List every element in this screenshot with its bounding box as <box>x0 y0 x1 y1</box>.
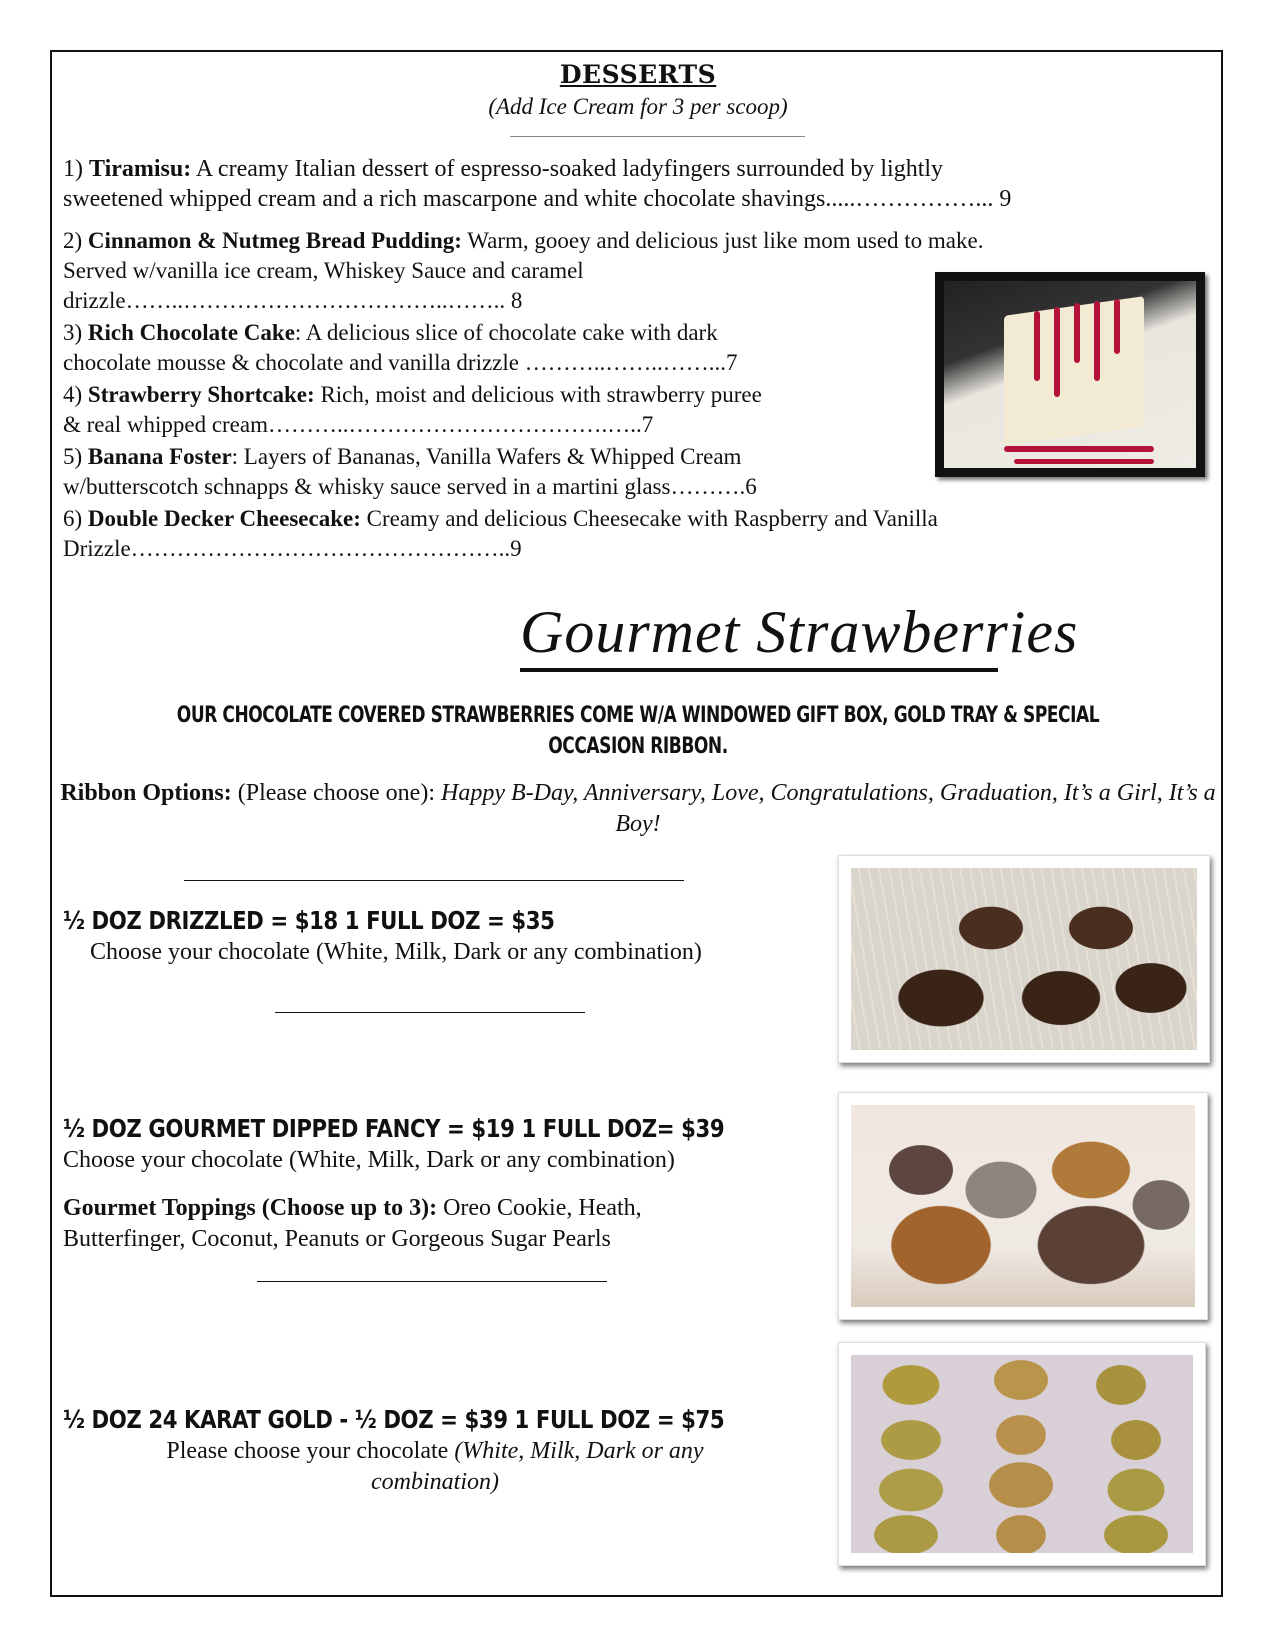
item-name: Banana Foster <box>87 444 232 469</box>
item-description: : Layers of Bananas, Vanilla Wafers & Whipped Cream <box>231 444 742 469</box>
item-number: 3) <box>63 320 83 345</box>
item-name: Cinnamon & Nutmeg Bread Pudding: <box>87 228 462 253</box>
gold-price-line: ½ DOZ 24 KARAT GOLD - ½ DOZ = $39 1 FULL DOZ = $75 <box>63 1405 725 1434</box>
dessert-item-tiramisu <box>63 154 1193 214</box>
item-description: Creamy and delicious Cheesecake with Raspberry and Vanilla <box>360 506 938 531</box>
desserts-subtitle: (Add Ice Cream for 3 per scoop) <box>488 94 788 119</box>
gourmet-dipped-strawberries-photo <box>838 1092 1208 1320</box>
divider <box>257 1281 607 1282</box>
ribbon-options <box>60 778 1216 840</box>
drizzled-chocolate-choice: Choose your chocolate (White, Milk, Dark or any combination) <box>90 939 702 965</box>
gift-box-promo: OUR CHOCOLATE COVERED STRAWBERRIES COME W/A WINDOWED GIFT BOX, GOLD TRAY & SPECIAL OCCASION RIBBON. <box>176 703 1100 759</box>
item-number: 2) <box>63 228 83 253</box>
item-name: Double Decker Cheesecake: <box>87 506 361 531</box>
ribbon-options-list: Happy B-Day, Anniversary, Love, Congratulations, Graduation, It’s a Girl, It’s a Boy! <box>441 780 1216 837</box>
item-description: Served w/vanilla ice cream, Whiskey Sauce and caramel <box>63 258 584 283</box>
chocolate-choice-text: Please choose your chocolate <box>166 1438 455 1464</box>
ribbon-options-label: Ribbon Options: <box>60 780 232 806</box>
item-description-price: Drizzle…………………………………………..9 <box>63 536 522 561</box>
divider <box>510 136 805 137</box>
item-description: : A delicious slice of chocolate cake with dark <box>294 320 718 345</box>
gold-chocolate-choice <box>130 1436 740 1498</box>
cheesecake-photo <box>935 272 1205 477</box>
item-number: 1) <box>63 156 83 182</box>
divider <box>184 880 684 881</box>
gourmet-dipped-chocolate-choice: Choose your chocolate (White, Milk, Dark or any combination) <box>63 1147 675 1173</box>
gold-strawberries-photo <box>838 1342 1206 1566</box>
item-description-price: drizzle……..……………………………..…….. 8 <box>63 288 523 313</box>
item-number: 4) <box>63 382 83 407</box>
item-number: 6) <box>63 506 83 531</box>
item-description-price: sweetened whipped cream and a rich mascarpone and white chocolate shavings.....……………... 9 <box>63 186 1012 212</box>
toppings-list: Oreo Cookie, Heath, Butterfinger, Coconut, Peanuts or Gorgeous Sugar Pearls <box>63 1195 642 1252</box>
chocolate-options: (White, Milk, Dark or any combination) <box>371 1438 704 1495</box>
divider <box>275 1012 585 1013</box>
item-description: A creamy Italian dessert of espresso-soaked ladyfingers surrounded by lightly <box>191 156 944 182</box>
item-description: Rich, moist and delicious with strawberry puree <box>314 382 762 407</box>
heading-underline <box>520 668 998 672</box>
drizzled-price-line: ½ DOZ DRIZZLED = $18 1 FULL DOZ = $35 <box>63 906 555 935</box>
desserts-heading: DESSERTS <box>559 60 717 89</box>
item-description: Warm, gooey and delicious just like mom used to make. <box>461 228 984 253</box>
drizzled-strawberries-photo <box>838 855 1210 1063</box>
gourmet-toppings <box>63 1193 743 1255</box>
item-name: Tiramisu: <box>89 156 192 182</box>
dessert-item-chocolate-cake <box>63 318 923 378</box>
gourmet-dipped-price-line: ½ DOZ GOURMET DIPPED FANCY = $19 1 FULL DOZ= $39 <box>63 1114 725 1143</box>
item-name: Strawberry Shortcake: <box>87 382 315 407</box>
dessert-item-strawberry-shortcake <box>63 380 923 440</box>
item-name: Rich Chocolate Cake <box>87 320 295 345</box>
item-number: 5) <box>63 444 83 469</box>
item-description-price: & real whipped cream………..…………………………….…..7 <box>63 412 654 437</box>
item-description-price: chocolate mousse & chocolate and vanilla drizzle ………..……..……...7 <box>63 350 738 375</box>
item-description-price: w/butterscotch schnapps & whisky sauce served in a martini glass……….6 <box>63 474 757 499</box>
toppings-label: Gourmet Toppings (Choose up to 3): <box>63 1195 438 1221</box>
dessert-item-banana-foster <box>63 442 933 502</box>
dessert-item-cheesecake <box>63 504 1213 564</box>
ribbon-options-note: (Please choose one): <box>231 780 441 806</box>
gourmet-strawberries-heading: Gourmet Strawberries <box>520 599 1079 665</box>
